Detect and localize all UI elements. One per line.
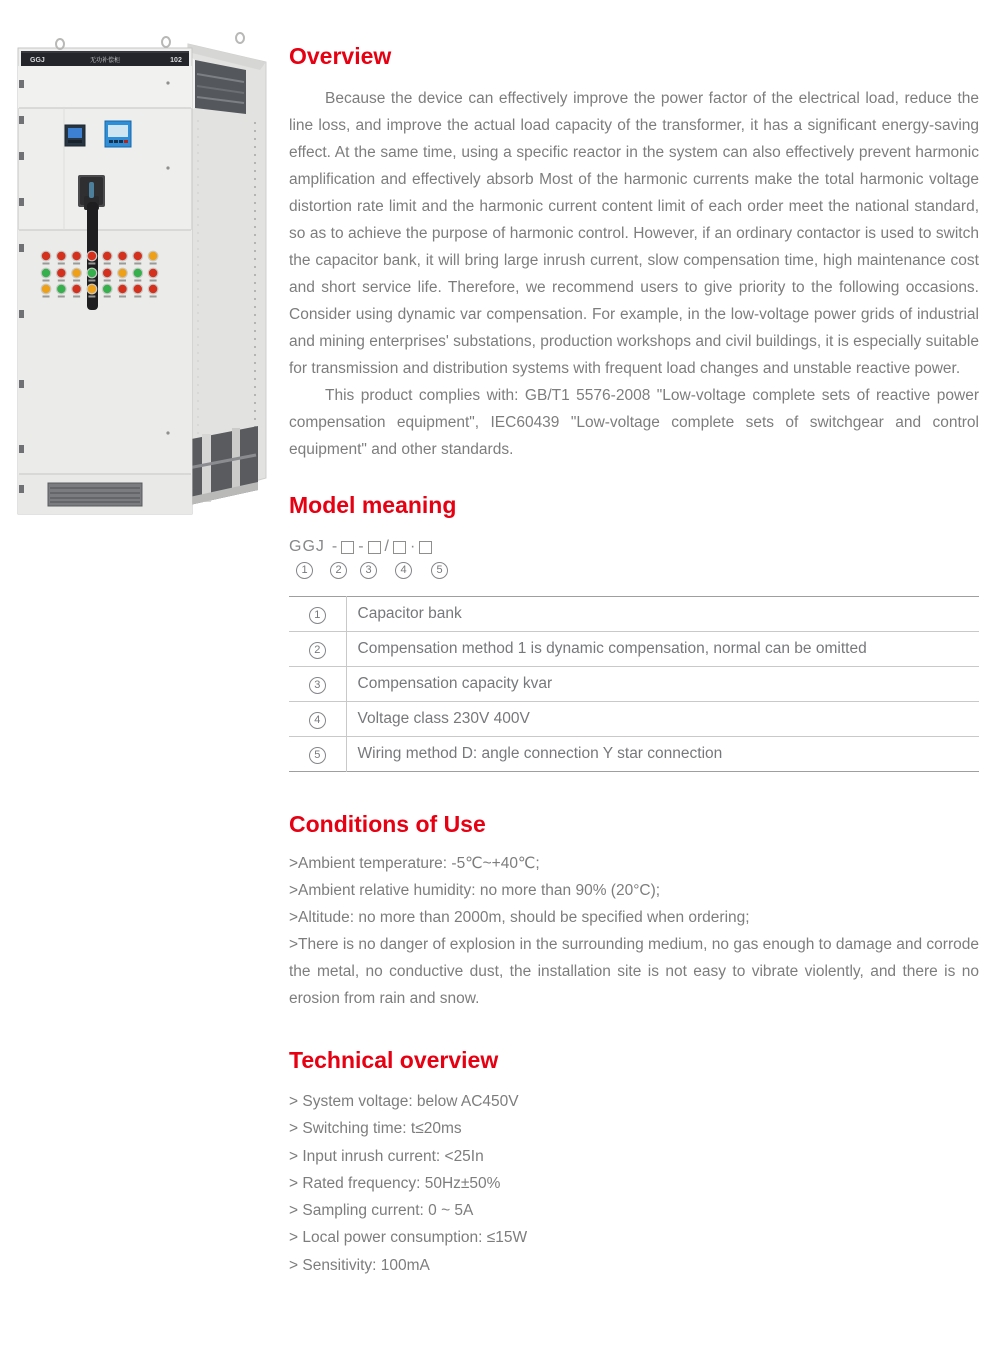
light-label-dash	[88, 263, 95, 265]
circled-digit: 3	[309, 677, 326, 694]
light-label-dash	[104, 263, 111, 265]
technical-item: > Sensitivity: 100mA	[289, 1256, 430, 1274]
indicator-light-red	[103, 252, 111, 260]
technical-item: > Switching time: t≤20ms	[289, 1120, 462, 1138]
model-code-prefix: GGJ	[289, 538, 325, 555]
model-table-desc: Compensation method 1 is dynamic compensation, normal can be omitted	[346, 632, 979, 667]
model-meaning-table	[289, 596, 979, 772]
cabinet-label-right: 102	[170, 57, 182, 64]
light-label-dash	[134, 263, 141, 265]
light-label-dash	[73, 280, 80, 282]
condition-item: >Ambient temperature: -5℃~+40℃;	[289, 855, 540, 872]
light-label-dash	[88, 280, 95, 282]
indicator-light-red	[118, 285, 126, 293]
model-meaning-heading: Model meaning	[289, 492, 457, 518]
light-label-dash	[58, 280, 65, 282]
indicator-light-red	[72, 285, 80, 293]
circled-digit: 4	[309, 712, 326, 729]
cabinet-photo-svg	[8, 30, 276, 522]
light-label-dash	[119, 280, 126, 282]
indicator-light-orange	[149, 252, 157, 260]
indicator-light-red	[42, 252, 50, 260]
light-label-dash	[134, 296, 141, 298]
model-digit-2: 2	[330, 562, 347, 579]
light-label-dash	[104, 280, 111, 282]
overview-heading: Overview	[289, 43, 392, 69]
conditions-heading: Conditions of Use	[289, 811, 486, 837]
indicator-light-red	[134, 285, 142, 293]
indicator-light-orange	[118, 269, 126, 277]
indicator-light-green	[103, 285, 111, 293]
model-table-row	[289, 702, 979, 737]
indicator-light-orange	[72, 269, 80, 277]
model-table-desc: Compensation capacity kvar	[346, 667, 979, 702]
model-code-box	[393, 541, 406, 554]
conditions-list	[289, 850, 979, 1012]
condition-item: >There is no danger of explosion in the surrounding medium, no gas enough to damage and corrode the metal, no conductive dust, the installation site is not easy to vibrate violently, and there is no erosion from rain and snow.	[289, 936, 979, 1007]
light-label-dash	[119, 263, 126, 265]
indicator-light-red	[134, 252, 142, 260]
cabinet-label-center: 无功补偿柜	[89, 58, 121, 64]
model-digit-4: 4	[395, 562, 412, 579]
content-column	[289, 0, 979, 1279]
light-label-dash	[134, 280, 141, 282]
technical-list	[289, 1088, 979, 1279]
model-digit-3: 3	[360, 562, 377, 579]
model-table-row	[289, 632, 979, 667]
model-code-separator: -	[331, 538, 338, 555]
indicator-light-orange	[42, 285, 50, 293]
model-code-separator: /	[384, 538, 389, 555]
model-code-box	[419, 541, 432, 554]
light-label-dash	[150, 280, 157, 282]
model-table-desc: Wiring method D: angle connection Y star connection	[346, 737, 979, 772]
circled-digit: 5	[309, 747, 326, 764]
light-label-dash	[43, 296, 50, 298]
light-label-dash	[58, 296, 65, 298]
technical-item: > System voltage: below AC450V	[289, 1093, 519, 1110]
meter-display-left	[65, 125, 85, 146]
circled-digit: 1	[309, 607, 326, 624]
model-digit-row	[289, 560, 979, 584]
overview-paragraph-2: This product complies with: GB/T1 5576-2008 "Low-voltage complete sets of reactive power compensation equipment", IEC60439 "Low-voltage complete sets of switchgear and control equipment" and other standards.	[289, 387, 979, 458]
indicator-light-red	[57, 269, 65, 277]
light-label-dash	[73, 296, 80, 298]
model-table-row	[289, 667, 979, 702]
cabinet-title-strip	[21, 51, 189, 66]
light-label-dash	[104, 296, 111, 298]
model-code-separator: -	[358, 538, 364, 555]
model-code-line	[289, 536, 979, 558]
circled-digit: 2	[309, 642, 326, 659]
ventilation-grille	[48, 483, 142, 506]
lifting-eye-icon	[162, 37, 170, 47]
light-label-dash	[73, 263, 80, 265]
light-label-dash	[43, 280, 50, 282]
indicator-light-red	[88, 252, 96, 260]
indicator-light-red	[118, 252, 126, 260]
model-code-box	[368, 541, 381, 554]
indicator-light-green	[42, 269, 50, 277]
indicator-light-green	[88, 269, 96, 277]
indicator-light-green	[134, 269, 142, 277]
model-table-num	[289, 632, 346, 667]
light-label-dash	[119, 296, 126, 298]
condition-item: >Altitude: no more than 2000m, should be specified when ordering;	[289, 909, 750, 926]
cabinet-label-left: GGJ	[30, 57, 45, 64]
indicator-light-red	[149, 285, 157, 293]
light-label-dash	[88, 296, 95, 298]
technical-item: > Local power consumption: ≤15W	[289, 1229, 528, 1247]
light-label-dash	[43, 263, 50, 265]
technical-item: > Sampling current: 0 ~ 5A	[289, 1202, 474, 1220]
model-table-desc: Capacitor bank	[357, 605, 462, 622]
indicator-light-red	[72, 252, 80, 260]
technical-item: > Rated frequency: 50Hz±50%	[289, 1174, 501, 1192]
light-label-dash	[58, 263, 65, 265]
indicator-light-orange	[88, 285, 96, 293]
model-digit-1: 1	[296, 562, 313, 579]
model-table-num	[289, 702, 346, 737]
model-table-desc: Voltage class 230V 400V	[346, 702, 979, 737]
indicator-light-red	[57, 252, 65, 260]
model-table-num	[289, 667, 346, 702]
model-digit-5: 5	[431, 562, 448, 579]
model-table-num	[289, 737, 346, 772]
meter-display-right	[105, 121, 131, 147]
product-photo	[8, 30, 276, 522]
model-code-separator: ·	[410, 538, 416, 555]
condition-item: >Ambient relative humidity: no more than 90% (20°C);	[289, 882, 661, 899]
model-table-row	[289, 737, 979, 772]
light-label-dash	[150, 263, 157, 265]
model-table-row	[289, 597, 979, 632]
light-label-dash	[150, 296, 157, 298]
model-code-box	[341, 541, 354, 554]
overview-paragraph-1: Because the device can effectively improve the power factor of the electrical load, reduce the line loss, and improve the actual load capacity of the transformer, it has a significant energy-saving effect. At the same time, using a specific reactor in the system can also effectively prevent harmonic amplification and effectively absorb Most of the harmonic currents make the total harmonic voltage distortion rate limit and the harmonic current content limit of each order meet the national standard, so as to achieve the purpose of harmonic control. However, if an ordinary contactor is used to switch the capacitor bank, it will bring large inrush current, slow compensation time, high maintenance cost and short service life. Therefore, we recommend users to give priority to the following occasions. Consider using dynamic var compensation. For example, in the low-voltage power grids of industrial and mining enterprises' substations, production workshops and civil buildings, it is especially suitable for transmission and distribution systems with frequent load changes and unstable reactive power.	[289, 90, 979, 377]
technical-heading: Technical overview	[289, 1047, 499, 1073]
indicator-light-red	[149, 269, 157, 277]
indicator-light-green	[57, 285, 65, 293]
technical-item: > Input inrush current: <25In	[289, 1147, 484, 1165]
model-table-num	[289, 597, 346, 632]
indicator-light-red	[103, 269, 111, 277]
